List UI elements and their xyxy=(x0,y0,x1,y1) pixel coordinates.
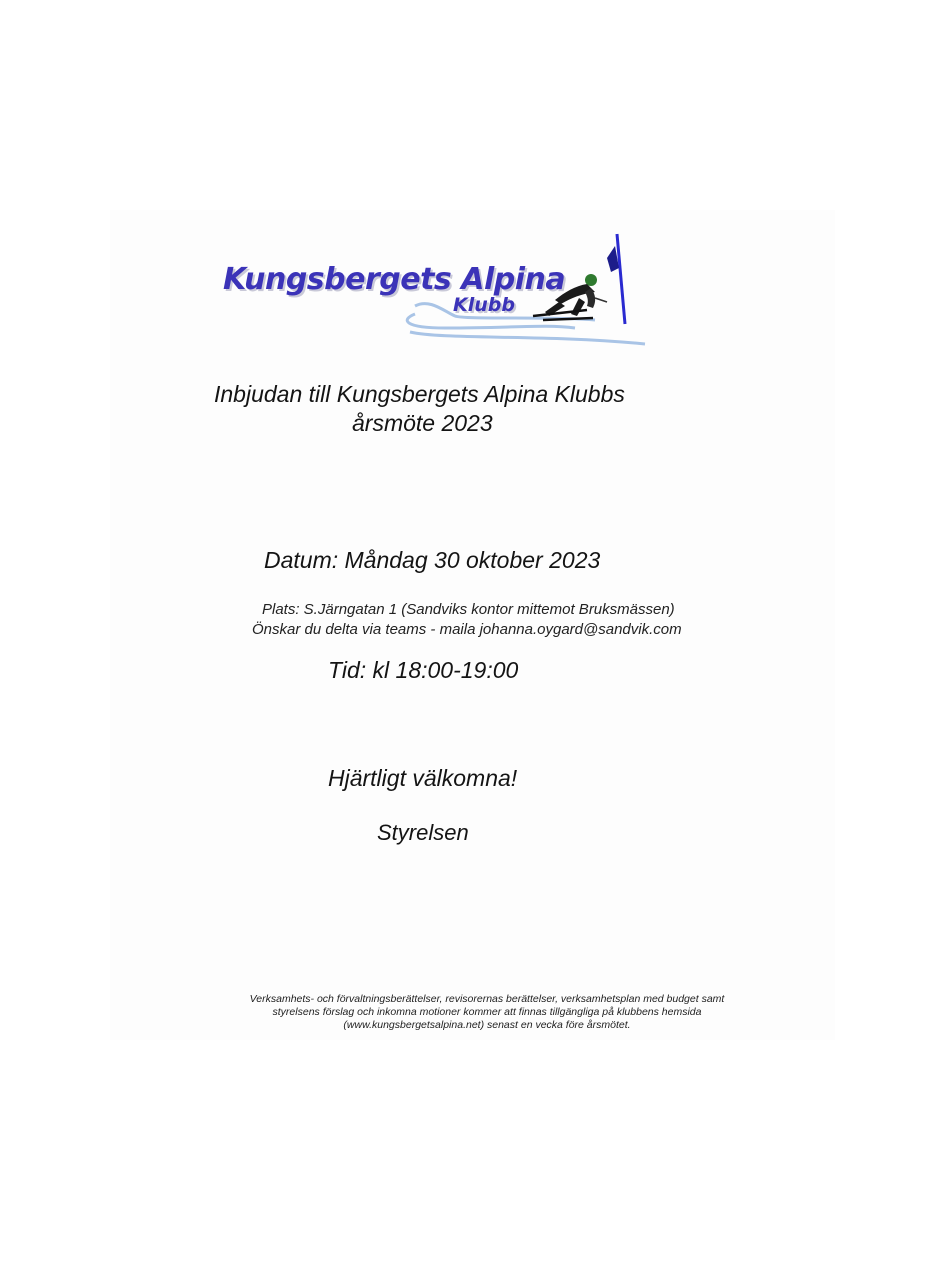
teams-contact: Önskar du delta via teams - maila johanna.oygard@sandvik.com xyxy=(252,621,682,638)
meeting-time: Tid: kl 18:00-19:00 xyxy=(328,657,519,683)
invitation-title-line1: Inbjudan till Kungsbergets Alpina Klubbs xyxy=(214,381,625,407)
welcome-text: Hjärtligt välkomna! xyxy=(328,765,518,791)
logo-title: Kungsbergets Alpina xyxy=(223,262,566,297)
meeting-place: Plats: S.Järngatan 1 (Sandviks kontor mittemot Bruksmässen) xyxy=(262,601,675,618)
logo-subtitle: Klubb xyxy=(453,294,515,316)
footnote-line3: (www.kungsbergetsalpina.net) senast en vecka före årsmötet. xyxy=(343,1019,631,1031)
invitation-title-line2: årsmöte 2023 xyxy=(352,410,493,436)
footnote xyxy=(240,993,734,1032)
signature: Styrelsen xyxy=(377,820,469,845)
footnote-line2: styrelsens förslag och inkomna motioner kommer att finnas tillgängliga på klubbens hemsida xyxy=(272,1006,702,1018)
footnote-line1: Verksamhets- och förvaltningsberättelser, revisorernas berättelser, verksamhetsplan med budget samt xyxy=(249,993,725,1005)
club-logo xyxy=(215,228,655,353)
meeting-date: Datum: Måndag 30 oktober 2023 xyxy=(264,547,601,573)
